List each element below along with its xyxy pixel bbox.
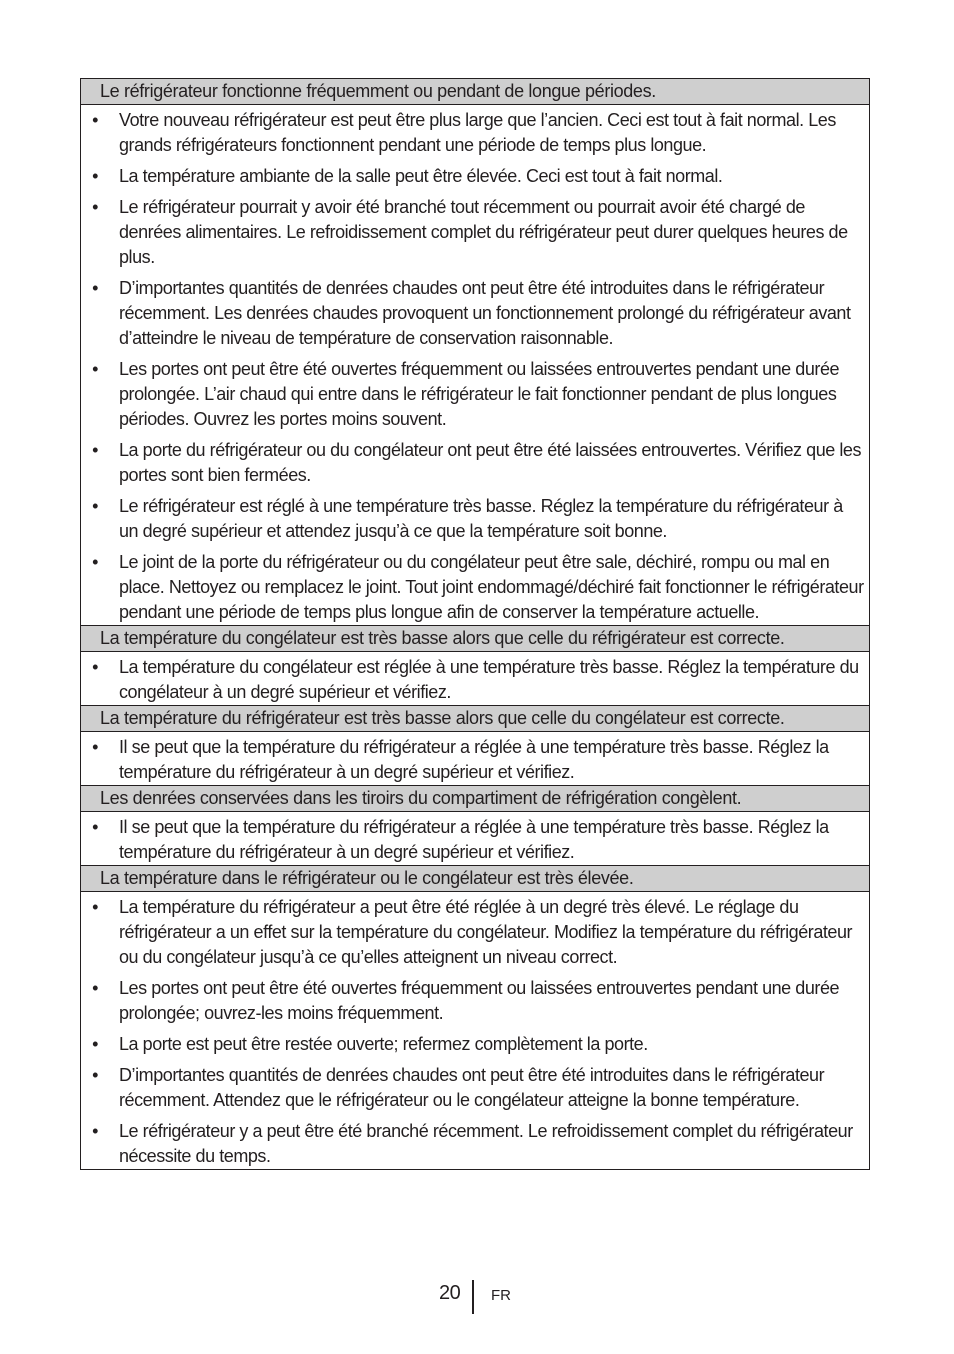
list-item-text: Le joint de la porte du réfrigérateur ou du congélateur peut être sale, déchiré, rompu ou mal en place. Nettoyez ou remplacez le joint. Tout joint endommagé/déchiré fait fonctionner le réfrigérateur pendant une période de temps plus longue afin de conserver la température actuelle. — [119, 552, 864, 622]
section-header: Le réfrigérateur fonctionne fréquemment ou pendant de longue périodes. — [81, 79, 869, 105]
bullet-icon: • — [92, 1121, 98, 1141]
section-body — [81, 732, 869, 786]
language-code: FR — [491, 1287, 511, 1304]
bullet-icon: • — [92, 978, 98, 998]
list-item-text: La température du congélateur est réglée à une température très basse. Réglez la température du congélateur à un degré supérieur et vérifiez. — [119, 657, 859, 702]
list-item — [81, 276, 869, 351]
section-body — [81, 892, 869, 1169]
list-item-text: D’importantes quantités de denrées chaudes ont peut être été introduites dans le réfrigérateur récemment. Les denrées chaudes provoquent un fonctionnement prolongé du réfrigérateur avant d’atteindre le niveau de température de conservation raisonnable. — [119, 278, 851, 348]
list-item-text: La porte du réfrigérateur ou du congélateur ont peut être été laissées entrouvertes. Vérifiez que les portes sont bien fermées. — [119, 440, 862, 485]
bullet-icon: • — [92, 197, 98, 217]
section-header: La température du réfrigérateur est très basse alors que celle du congélateur est correcte. — [81, 706, 869, 732]
section-header: Les denrées conservées dans les tiroirs du compartiment de réfrigération congèlent. — [81, 786, 869, 812]
list-item-text: Le réfrigérateur pourrait y avoir été branché tout récemment ou pourrait avoir été chargé de denrées alimentaires. Le refroidissement complet du réfrigérateur peut durer quelques heures de plus. — [119, 197, 848, 267]
section-body — [81, 652, 869, 706]
bullet-icon: • — [92, 897, 98, 917]
list-item — [81, 1063, 869, 1113]
bullet-icon: • — [92, 110, 98, 130]
list-item-text: Les portes ont peut être été ouvertes fréquemment ou laissées entrouvertes pendant une durée prolongée; ouvrez-les moins fréquemment. — [119, 978, 840, 1023]
list-item — [81, 195, 869, 270]
bullet-icon: • — [92, 278, 98, 298]
list-item — [81, 895, 869, 970]
list-item — [81, 550, 869, 625]
page-number: 20 — [439, 1282, 461, 1304]
list-item — [81, 438, 869, 488]
list-item — [81, 655, 869, 705]
bullet-icon: • — [92, 817, 98, 837]
list-item — [81, 1032, 869, 1057]
list-item — [81, 357, 869, 432]
list-item — [81, 108, 869, 158]
troubleshooting-table — [80, 78, 870, 1170]
list-item-text: Il se peut que la température du réfrigérateur a réglée à une température très basse. Réglez la température du réfrigérateur à un degré supérieur et vérifiez. — [119, 817, 829, 862]
footer-divider — [472, 1280, 474, 1314]
section-body — [81, 105, 869, 626]
list-item-text: Il se peut que la température du réfrigérateur a réglée à une température très basse. Réglez la température du réfrigérateur à un degré supérieur et vérifiez. — [119, 737, 829, 782]
list-item — [81, 976, 869, 1026]
bullet-icon: • — [92, 496, 98, 516]
list-item-text: Les portes ont peut être été ouvertes fréquemment ou laissées entrouvertes pendant une durée prolongée. L’air chaud qui entre dans le réfrigérateur le fait fonctionner pendant de plus longues périodes. Ouvrez les portes moins souvent. — [119, 359, 840, 429]
bullet-icon: • — [92, 552, 98, 572]
page-footer — [0, 1280, 954, 1316]
section-header: La température dans le réfrigérateur ou le congélateur est très élevée. — [81, 866, 869, 892]
bullet-icon: • — [92, 166, 98, 186]
list-item-text: Le réfrigérateur y a peut être été branché récemment. Le refroidissement complet du réfrigérateur nécessite du temps. — [119, 1121, 853, 1166]
section-header: La température du congélateur est très basse alors que celle du réfrigérateur est correcte. — [81, 626, 869, 652]
list-item — [81, 815, 869, 865]
list-item — [81, 494, 869, 544]
list-item-text: Le réfrigérateur est réglé à une température très basse. Réglez la température du réfrigérateur à un degré supérieur et attendez jusqu’à ce que la température soit bonne. — [119, 496, 843, 541]
bullet-icon: • — [92, 359, 98, 379]
bullet-icon: • — [92, 737, 98, 757]
list-item-text: La température du réfrigérateur a peut être été réglée à un degré très élevé. Le réglage du réfrigérateur a un effet sur la température du congélateur. Modifiez la température du réfrigérateur ou du congélateur jusqu’à ce qu’elles atteignent un niveau correct. — [119, 897, 853, 967]
list-item-text: La porte est peut être restée ouverte; refermez complètement la porte. — [119, 1034, 648, 1054]
list-item — [81, 1119, 869, 1169]
bullet-icon: • — [92, 1034, 98, 1054]
section-body — [81, 812, 869, 866]
list-item-text: D’importantes quantités de denrées chaudes ont peut être été introduites dans le réfrigérateur récemment. Attendez que le réfrigérateur ou le congélateur atteigne la bonne température. — [119, 1065, 825, 1110]
list-item-text: La température ambiante de la salle peut être élevée. Ceci est tout à fait normal. — [119, 166, 723, 186]
bullet-icon: • — [92, 1065, 98, 1085]
bullet-icon: • — [92, 440, 98, 460]
bullet-icon: • — [92, 657, 98, 677]
list-item — [81, 164, 869, 189]
list-item — [81, 735, 869, 785]
list-item-text: Votre nouveau réfrigérateur est peut être plus large que l’ancien. Ceci est tout à fait normal. Les grands réfrigérateurs fonctionnent pendant une période de temps plus longue. — [119, 110, 836, 155]
